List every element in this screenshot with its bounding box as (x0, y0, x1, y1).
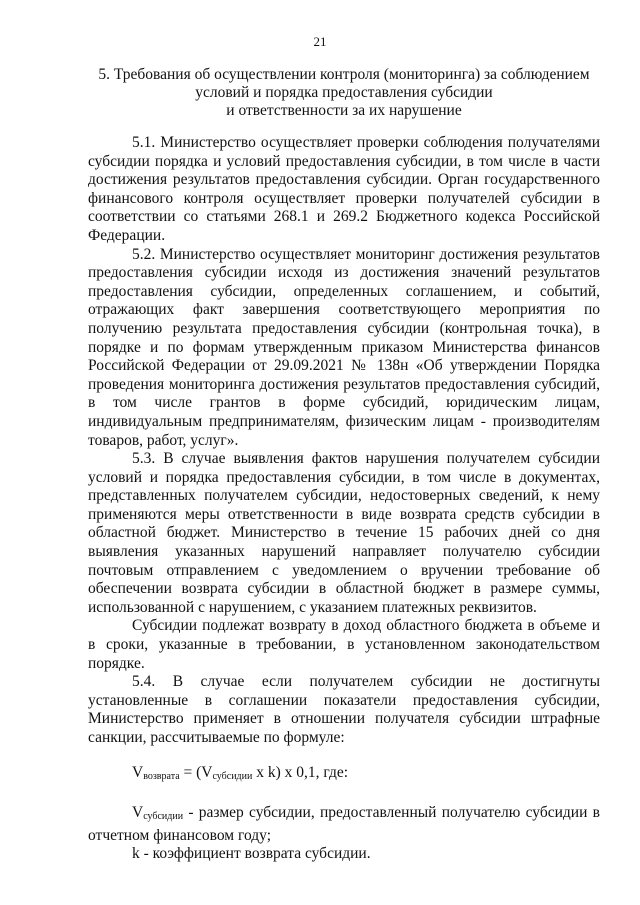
section-heading-line: 5. Требования об осуществлении контроля (мониторинга) за соблюдением (98, 66, 590, 83)
paragraph-return-terms: Субсидии подлежат возврату в доход областного бюджета в объеме и в сроки, указанные в требовании, в установленном законодательством порядке. (88, 617, 600, 672)
definition-k (88, 845, 600, 864)
formula-v-symbol: V (201, 763, 213, 781)
formula-v-subsidy-subscript: субсидии (212, 770, 253, 782)
formula-rest: x k) x 0,1, где: (252, 763, 349, 781)
definition-symbol: V (132, 804, 144, 822)
definition-subscript: субсидии (143, 811, 184, 823)
definition-v-subsidy (88, 804, 600, 845)
definition-text: k - коэффициент возврата субсидии. (132, 845, 371, 863)
formula-v-symbol: V (132, 763, 144, 781)
paragraph-5-1: 5.1. Министерство осуществляет проверки соблюдения получателями субсидии порядка и условий предоставления субсидии, в том числе в части достижения результатов предоставления субсидии. Орган государственного финансового контроля осуществляет проверки получателей субсидии в соответствии со статьями 268.1 и 269.2 Бюджетного кодекса Российской Федерации. (88, 134, 600, 244)
paragraph-5-2: 5.2. Министерство осуществляет мониторинг достижения результатов предоставления субсидии исходя из достижения значений результатов предоставления субсидии, определенных соглашением, и событий, отражающих факт завершения соответствующего мероприятия по получению результата предоставления субсидии (контрольная точка), в порядке и по формам утвержденным приказом Министерства финансов Российской Федерации от 29.09.2021 № 138н «Об утверждении Порядка проведения мониторинга достижения результатов предоставления субсидий, в том числе грантов в форме субсидий, юридическим лицам, индивидуальным предпринимателям, физическим лицам - производителям товаров, работ, услуг». (88, 245, 600, 449)
section-heading-line: условий и порядка предоставления субсидии (195, 84, 493, 101)
penalty-formula (88, 764, 600, 787)
definition-text: - размер субсидии, предоставленный получателю субсидии в отчетном финансовом году; (88, 804, 600, 844)
body-text (88, 134, 600, 864)
section-heading-line: и ответственности за их нарушение (226, 102, 462, 119)
formula-equals-open: = ( (179, 763, 202, 781)
section-heading (86, 66, 602, 120)
paragraph-5-4: 5.4. В случае если получателем субсидии не достигнуты установленные в соглашении показатели предоставления субсидии, Министерство применяет в отношении получателя субсидии штрафные санкции, рассчитываемые по формуле: (88, 673, 600, 746)
formula-v-return-subscript: возврата (143, 770, 180, 782)
paragraph-5-3: 5.3. В случае выявления фактов нарушения получателем субсидии условий и порядка предоставления субсидии, в том числе в документах, представленных получателем субсидии, недостоверных сведений, к нему применяются меры ответственности в виде возврата средств субсидии в областной бюджет. Министерство в течение 15 рабочих дней со дня выявления указанных нарушений направляет получателю субсидии почтовым отправлением с уведомлением о вручении требование об обеспечении возврата субсидии в областной бюджет в размере суммы, использованной с нарушением, с указанием платежных реквизитов. (88, 450, 600, 616)
page-number: 21 (313, 34, 327, 49)
